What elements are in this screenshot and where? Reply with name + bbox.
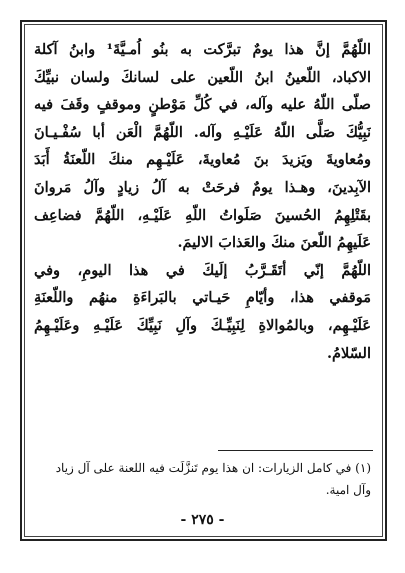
text-line: عَلَيْـهِم، وبالمُوالاةِ لِنَبِيِّـكَ وآلِ نَبِيِّكَ عَلَيْـهِ وعَلَيْـهِمُ <box>34 316 371 334</box>
text-line: ومُعاويةَ ويَزيدَ بنَ مُعاويةَ، عَلَيْـهِم منكَ اللّعنَةُ أَبَدَ <box>34 151 371 169</box>
text-line: السّلامُ. <box>326 344 371 362</box>
text-line: عَلَيهِمُ اللّعنَ منكَ والعَذابَ الاليمَ. <box>177 234 371 252</box>
footnote-line: وآل امية. <box>325 483 371 497</box>
main-text <box>34 36 371 367</box>
text-line: بقَتْلِهِمُ الحُسينَ صَلَواتُ اللّهِ عَلَيْـهِ، اللّهُمَّ فضاعِف <box>34 206 371 224</box>
text-line: اللّهُمَّ إنّي أتَقَـرَّبُ إلَيكَ في هذا اليومِ، وفي <box>34 261 371 279</box>
page-number: - ٢٧٥ - <box>180 512 225 528</box>
text-line: اللّهُمَّ إنَّ هذا يومٌ تبرَّكت به بنُو اُمـيَّةَ¹ وابنُ آكلة <box>34 41 371 58</box>
text-line: الاكباد، اللّعينُ ابنُ اللّعين على لسانكَ ولسان نبيِّكَ <box>34 68 371 86</box>
text-line: صلّى اللّهُ عليه وآله، في كُلِّ مَوْطنٍ وموقفٍ وقَفَ فيه <box>34 96 371 114</box>
footnote <box>36 457 371 501</box>
text-line: نَبِيُّكَ صَلَّى اللّهُ عَلَيْـهِ وآله. اللّهُمَّ الْعَن أبا سُفْـيـانَ <box>34 123 371 141</box>
footnote-line: (١) في كامل الزيارات: ان هذا يوم تَنزَّلَت فيه اللعنة على آل زياد <box>55 461 371 475</box>
text-line: مَوقفي هذا، وأيّامِ حَيـاتي بالبَراءَةِ منهُم واللّعنَةِ <box>34 289 371 307</box>
text-line: الآبِدينَ، وهـذا يومٌ فرحَتْ به آلُ زيادٍ وآلُ مَروانَ <box>34 178 371 196</box>
footnote-rule <box>218 450 373 451</box>
